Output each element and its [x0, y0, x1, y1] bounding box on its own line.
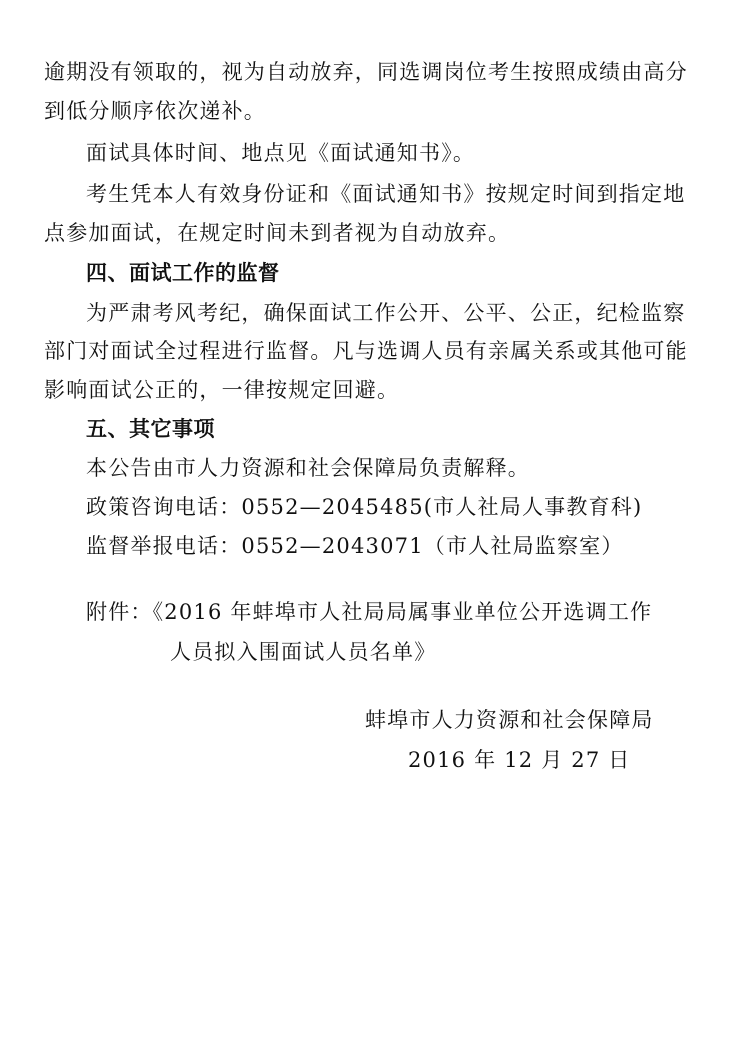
- supervision-phone-line: 监督举报电话：0552—2043071（市人社局监察室）: [86, 534, 624, 558]
- section5-heading: 五、其它事项: [86, 417, 215, 441]
- para2: 面试具体时间、地点见《面试通知书》。: [86, 141, 476, 165]
- policy-phone-line: 政策咨询电话：0552—2045485(市人社局人事教育科): [86, 495, 643, 519]
- section5-line1: 本公告由市人力资源和社会保障局负责解释。: [86, 456, 530, 480]
- section4-line1: 为严肃考风考纪，确保面试工作公开、公平、公正，纪检监察: [86, 301, 686, 325]
- para3-line2: 点参加面试，在规定时间未到者视为自动放弃。: [44, 221, 511, 245]
- para1-line1: 逾期没有领取的，视为自动放弃，同选调岗位考生按照成绩由高分: [44, 60, 688, 84]
- section4-line3: 影响面试公正的，一律按规定回避。: [44, 378, 400, 402]
- section4-heading: 四、面试工作的监督: [86, 261, 280, 285]
- section4-line2: 部门对面试全过程进行监督。凡与选调人员有亲属关系或其他可能: [44, 339, 688, 363]
- attachment-line2: 人员拟入围面试人员名单》: [170, 640, 437, 664]
- para1-line2: 到低分顺序依次递补。: [44, 99, 266, 123]
- signature-org: 蚌埠市人力资源和社会保障局: [365, 708, 654, 732]
- signature-date: 2016 年 12 月 27 日: [408, 748, 631, 772]
- attachment-line1: 附件：《2016 年蚌埠市人社局局属事业单位公开选调工作: [86, 600, 653, 624]
- para3-line1: 考生凭本人有效身份证和《面试通知书》按规定时间到指定地: [86, 182, 686, 206]
